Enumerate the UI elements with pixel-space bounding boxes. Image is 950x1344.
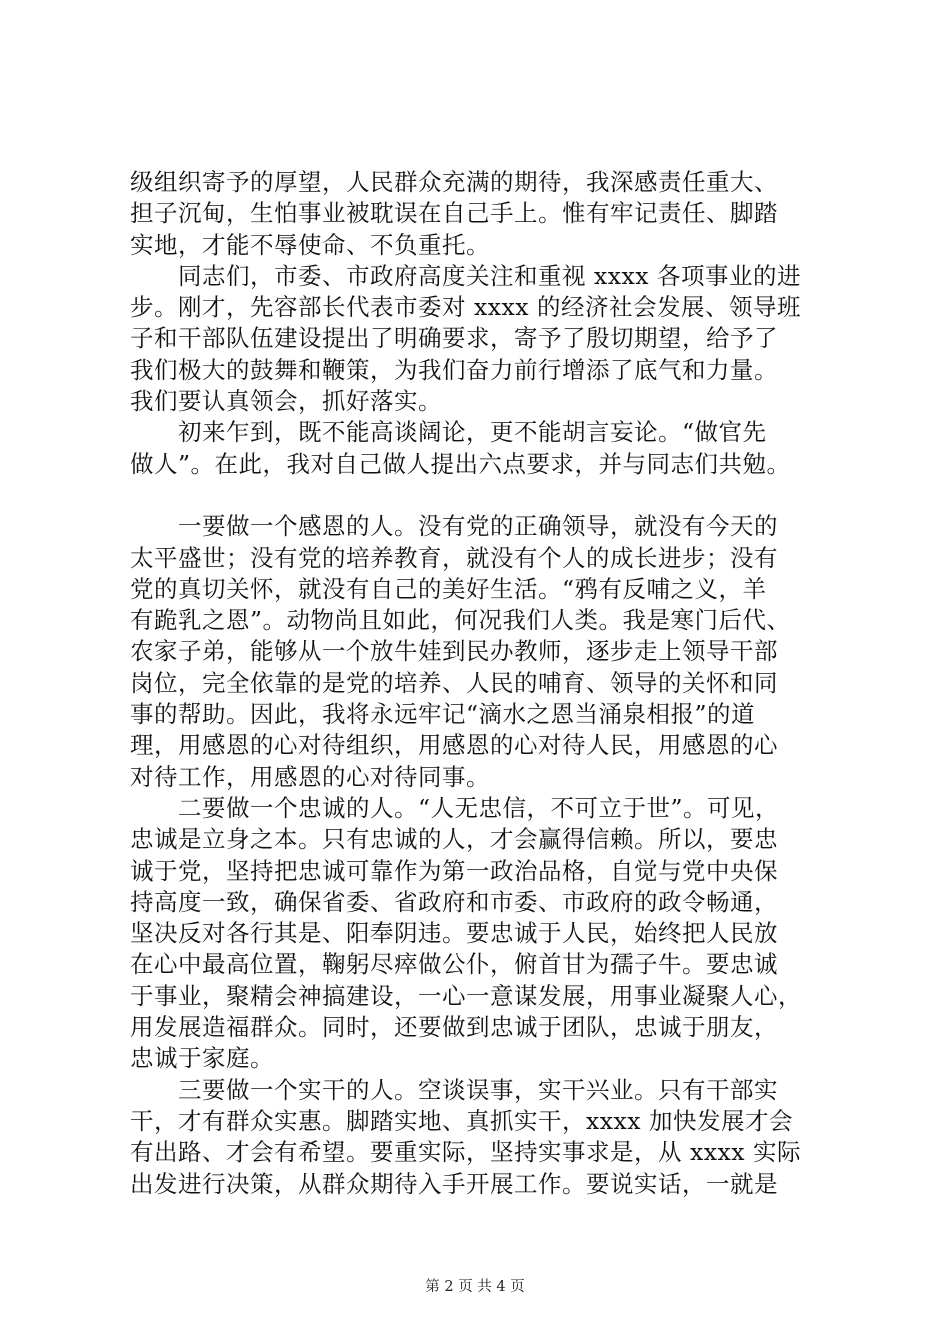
text-line: 诚于党，坚持把忠诚可靠作为第一政治品格，自觉与党中央保 xyxy=(130,856,778,885)
text-line: 干，才有群众实惠。脚踏实地、真抓实干，xxxx 加快发展才会 xyxy=(130,1106,793,1135)
text-line: 步。刚才，先容部长代表市委对 xxxx 的经济社会发展、领导班 xyxy=(130,293,801,322)
text-line: 三要做一个实干的人。空谈误事，实干兴业。只有干部实 xyxy=(130,1075,778,1104)
page-footer: 第 2 页 共 4 页 xyxy=(425,1279,525,1295)
text-line: 子和干部队伍建设提出了明确要求，寄予了殷切期望，给予了 xyxy=(130,324,778,353)
text-line: 对待工作，用感恩的心对待同事。 xyxy=(130,762,490,791)
text-line: 岗位，完全依靠的是党的培养、人民的哺育、领导的关怀和同 xyxy=(130,668,778,697)
text-line: 我们要认真领会，抓好落实。 xyxy=(130,387,442,416)
text-line: 出发进行决策，从群众期待入手开展工作。要说实话，一就是 xyxy=(130,1169,778,1198)
text-line: 做人”。在此，我对自己做人提出六点要求，并与同志们共勉。 xyxy=(130,449,791,478)
text-line: 实地，才能不辱使命、不负重托。 xyxy=(130,230,490,259)
text-line: 于事业，聚精会神搞建设，一心一意谋发展，用事业凝聚人心， xyxy=(130,981,802,1010)
text-line: 在心中最高位置，鞠躬尽瘁做公仆，俯首甘为孺子牛。要忠诚 xyxy=(130,950,778,979)
text-line: 担子沉甸，生怕事业被耽误在自己手上。惟有牢记责任、脚踏 xyxy=(130,199,778,228)
text-line: 同志们，市委、市政府高度关注和重视 xxxx 各项事业的进 xyxy=(130,261,801,290)
text-line: 持高度一致，确保省委、省政府和市委、市政府的政令畅通， xyxy=(130,887,778,916)
text-line: 农家子弟，能够从一个放牛娃到民办教师，逐步走上领导干部 xyxy=(130,637,778,666)
text-line: 级组织寄予的厚望，人民群众充满的期待，我深感责任重大、 xyxy=(130,168,778,196)
text-line: 太平盛世；没有党的培养教育，就没有个人的成长进步；没有 xyxy=(130,543,778,572)
text-line: 一要做一个感恩的人。没有党的正确领导，就没有今天的 xyxy=(130,512,778,541)
text-line: 有跪乳之恩”。动物尚且如此，何况我们人类。我是寒门后代、 xyxy=(130,606,791,635)
text-line: 坚决反对各行其是、阳奉阴违。要忠诚于人民，始终把人民放 xyxy=(130,919,778,948)
text-line: 党的真切关怀，就没有自己的美好生活。“鸦有反哺之义，羊 xyxy=(130,574,767,603)
text-line: 我们极大的鼓舞和鞭策，为我们奋力前行增添了底气和力量。 xyxy=(130,355,778,384)
text-line: 初来乍到，既不能高谈阔论，更不能胡言妄论。“做官先 xyxy=(130,418,767,447)
text-line: 有出路、才会有希望。要重实际，坚持实事求是，从 xxxx 实际 xyxy=(130,1138,801,1167)
text-line: 忠诚是立身之本。只有忠诚的人，才会赢得信赖。所以，要忠 xyxy=(130,825,778,854)
text-line: 忠诚于家庭。 xyxy=(130,1044,274,1073)
body-text xyxy=(130,167,835,1200)
text-line: 用发展造福群众。同时，还要做到忠诚于团队，忠诚于朋友， xyxy=(130,1013,778,1042)
text-line: 二要做一个忠诚的人。“人无忠信，不可立于世”。可见， xyxy=(130,793,780,822)
text-line: 理，用感恩的心对待组织，用感恩的心对待人民，用感恩的心 xyxy=(130,731,778,760)
text-line xyxy=(130,480,835,511)
text-line: 事的帮助。因此，我将永远牢记“滴水之恩当涌泉相报”的道 xyxy=(130,700,756,729)
